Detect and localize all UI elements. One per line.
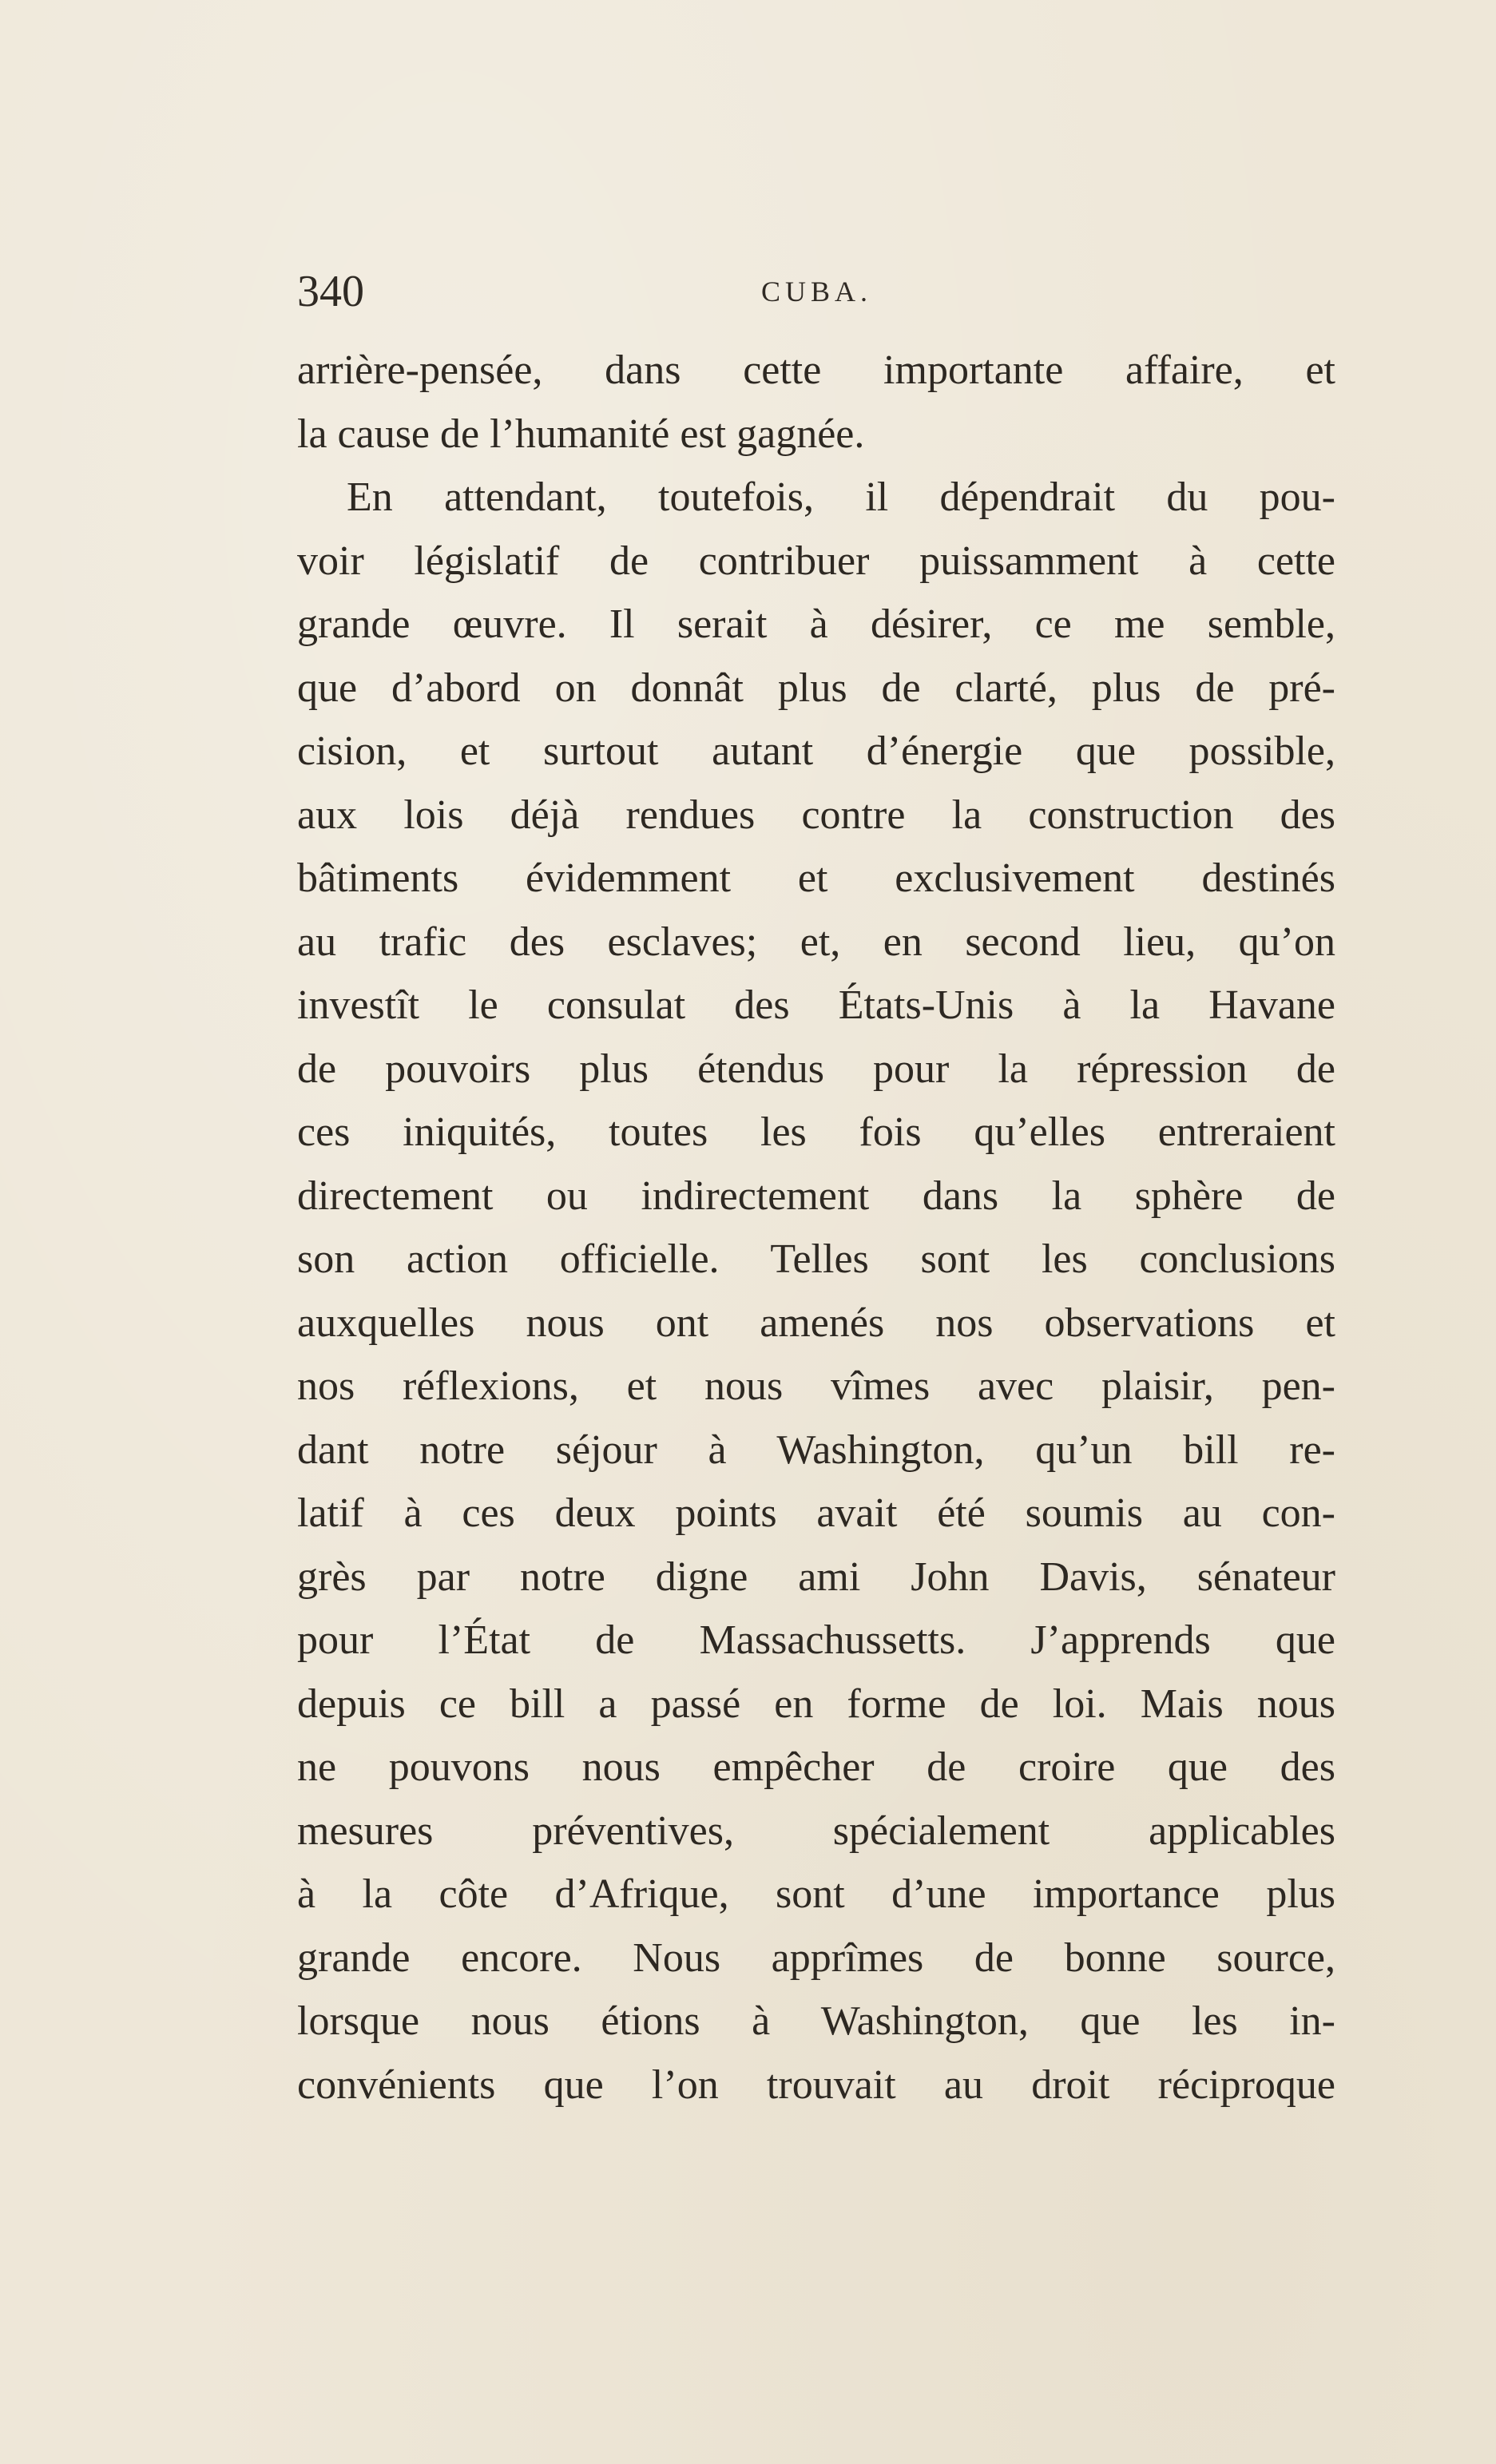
text-line: son action officielle. Telles sont les conclusions	[297, 1236, 1335, 1282]
text-line: à la côte d’Afrique, sont d’une importance plus	[297, 1871, 1335, 1917]
text-line: ne pouvons nous empêcher de croire que des	[297, 1744, 1335, 1790]
text-line: nos réflexions, et nous vîmes avec plaisir, pen-	[297, 1363, 1335, 1409]
text-line: au trafic des esclaves; et, en second lieu, qu’on	[297, 919, 1335, 965]
text-line: dant notre séjour à Washington, qu’un bill re-	[297, 1426, 1335, 1473]
body-text	[297, 339, 1335, 2117]
text-line: auxquelles nous ont amenés nos observations et	[297, 1299, 1335, 1346]
text-line: latif à ces deux points avait été soumis au con-	[297, 1490, 1335, 1536]
text-line: voir législatif de contribuer puissamment à cette	[297, 538, 1335, 584]
text-line: directement ou indirectement dans la sphère de	[297, 1172, 1335, 1219]
text-line: depuis ce bill a passé en forme de loi. Mais nous	[297, 1680, 1335, 1727]
text-line: En attendant, toutefois, il dépendrait du pou-	[347, 474, 1335, 520]
text-line: que d’abord on donnât plus de clarté, plus de pré-	[297, 665, 1335, 711]
text-line: cision, et surtout autant d’énergie que possible,	[297, 728, 1335, 774]
text-line: grès par notre digne ami John Davis, sénateur	[297, 1553, 1335, 1600]
text-line: aux lois déjà rendues contre la construction des	[297, 792, 1335, 838]
text-line: investît le consulat des États-Unis à la Havane	[297, 982, 1335, 1028]
page-number: 340	[297, 267, 364, 316]
text-line: grande œuvre. Il serait à désirer, ce me semble,	[297, 601, 1335, 647]
text-line: bâtiments évidemment et exclusivement destinés	[297, 855, 1335, 901]
text-line: pour l’État de Massachussetts. J’apprends que	[297, 1617, 1335, 1663]
text-line: arrière-pensée, dans cette importante affaire, et	[297, 347, 1335, 393]
text-line: mesures préventives, spécialement applicables	[297, 1807, 1335, 1854]
text-line: de pouvoirs plus étendus pour la répression de	[297, 1046, 1335, 1092]
running-head	[297, 264, 1335, 319]
running-title: CUBA.	[761, 276, 873, 308]
text-line: convénients que l’on trouvait au droit réciproque	[297, 2061, 1335, 2108]
text-line: ces iniquités, toutes les fois qu’elles entreraient	[297, 1109, 1335, 1155]
text-line: la cause de l’humanité est gagnée.	[297, 411, 865, 457]
text-line: lorsque nous étions à Washington, que les in-	[297, 1998, 1335, 2044]
text-line: grande encore. Nous apprîmes de bonne source,	[297, 1934, 1335, 1981]
